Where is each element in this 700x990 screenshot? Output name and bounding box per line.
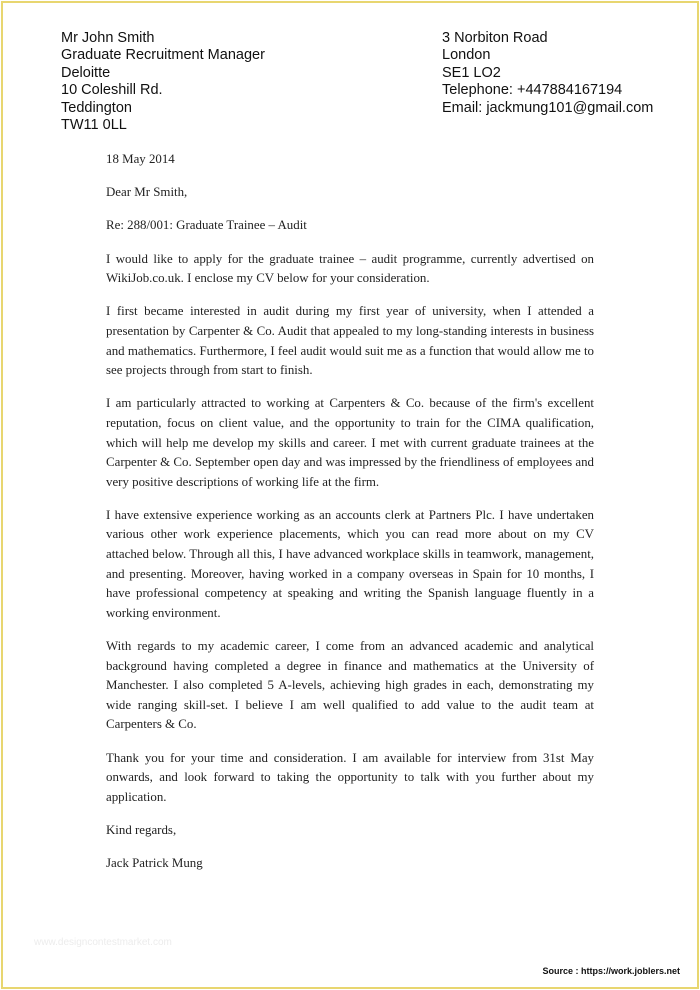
source-label: Source : — [542, 966, 579, 976]
recipient-title: Graduate Recruitment Manager — [61, 47, 265, 64]
recipient-address-block — [61, 30, 265, 134]
recipient-street: 10 Coleshill Rd. — [61, 82, 163, 99]
paragraph-4: I have extensive experience working as an accounts clerk at Partners Plc. I have undertaken various other work experience placements, which you can read more about on my CV attached below. Through all this, I have advanced workplace skills in teamwork, management, and presenting. Moreover, having worked in a company overseas in Spain for 10 months, I have professional competency at speaking and writing the Spanish language fluently in a working environment. — [106, 507, 594, 620]
watermark: www.designcontestmarket.com — [34, 937, 172, 948]
sender-postcode: SE1 LO2 — [442, 64, 501, 81]
signature: Jack Patrick Mung — [106, 856, 203, 871]
subject-line: Re: 288/001: Graduate Trainee – Audit — [106, 218, 307, 233]
closing: Kind regards, — [106, 822, 177, 837]
recipient-name: Mr John Smith — [61, 30, 155, 46]
recipient-postcode: TW11 0LL — [61, 117, 127, 134]
recipient-town: Teddington — [61, 99, 132, 116]
paragraph-1: I would like to apply for the graduate trainee – audit programme, currently advertised on WikiJob.co.uk. I enclose my CV below for your consideration. — [106, 251, 594, 286]
recipient-company: Deloitte — [61, 64, 111, 81]
paragraph-5: With regards to my academic career, I come from an advanced academic and analytical background having completed a degree in finance and mathematics at the University of Manchester. I also completed 5 A-levels, achieving high grades in each, demonstrating my wide ranging skill-set. I believe I am well qualified to add value to the audit team at Carpenters & Co. — [106, 639, 594, 732]
letter-body — [106, 150, 594, 887]
letter-date: 18 May 2014 — [106, 152, 175, 166]
paragraph-2: I first became interested in audit during my first year of university, when I attended a presentation by Carpenter & Co. Audit that appealed to my long-standing interests in business and mathematics. Furthermore, I feel audit would suit me as a function that would allow me to see projects through from start to finish. — [106, 304, 594, 378]
salutation: Dear Mr Smith, — [106, 185, 188, 200]
sender-telephone: Telephone: +447884167194 — [442, 82, 623, 99]
source-url[interactable]: https://work.joblers.net — [580, 966, 680, 976]
source-credit — [542, 966, 680, 976]
paragraph-6: Thank you for your time and consideration. I am available for interview from 31st May onwards, and look forward to taking the opportunity to talk with you further about my application. — [106, 750, 594, 804]
sender-email: Email: jackmung101@gmail.com — [442, 99, 654, 116]
sender-street: 3 Norbiton Road — [442, 30, 548, 46]
sender-city: London — [442, 47, 491, 64]
paragraph-3: I am particularly attracted to working at Carpenters & Co. because of the firm's excellent reputation, focus on client value, and the opportunity to train for the CIMA qualification, which will help me develop my skills and career. I met with current graduate trainees at the Carpenter & Co. September open day and was impressed by the friendliness of employees and very positive descriptions of working life at the firm. — [106, 396, 594, 489]
sender-address-block — [442, 30, 653, 117]
